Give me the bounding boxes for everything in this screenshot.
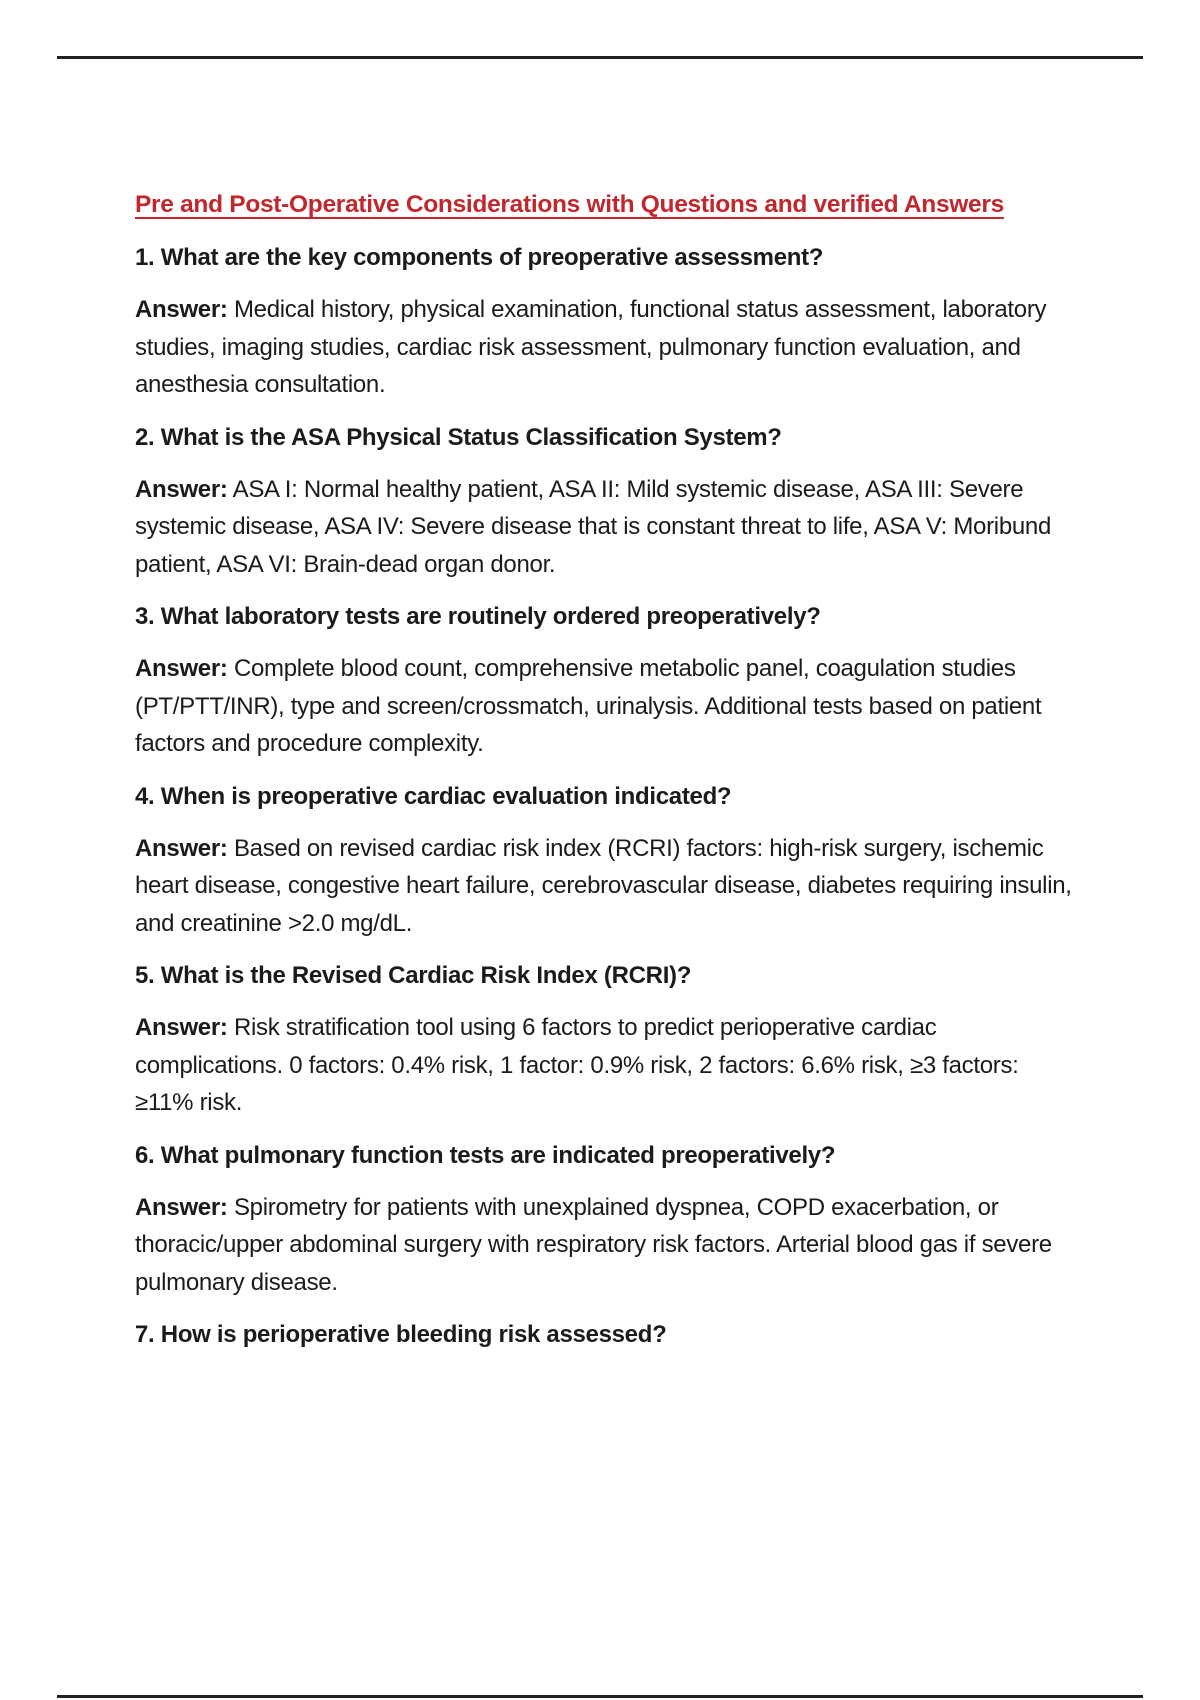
answer-paragraph: [135, 471, 1075, 584]
answer-paragraph: [135, 291, 1075, 404]
answer-text: Based on revised cardiac risk index (RCRI) factors: high-risk surgery, ischemic heart disease, congestive heart failure, cerebrovascular disease, diabetes requiring insulin, and creatinine >2.0 mg/dL.: [135, 834, 1072, 937]
answer-paragraph: [135, 1009, 1075, 1122]
question-heading: 1. What are the key components of preoperative assessment?: [135, 244, 824, 271]
qa-item: [135, 1137, 1075, 1302]
answer-paragraph: [135, 650, 1075, 763]
qa-item: [135, 1316, 1075, 1353]
qa-item: [135, 598, 1075, 763]
answer-label: Answer:: [135, 655, 228, 682]
answer-text: ASA I: Normal healthy patient, ASA II: Mild systemic disease, ASA III: Severe systemic disease, ASA IV: Severe disease that is constant threat to life, ASA V: Moribund patient, ASA VI: Brain-dead organ donor.: [135, 475, 1052, 578]
answer-text: Medical history, physical examination, functional status assessment, laboratory studies, imaging studies, cardiac risk assessment, pulmonary function evaluation, and anesthesia consultation.: [135, 296, 1047, 398]
answer-text: Risk stratification tool using 6 factors to predict perioperative cardiac complications. 0 factors: 0.4% risk, 1 factor: 0.9% risk, 2 factors: 6.6% risk, ≥3 factors: ≥11% risk.: [135, 1014, 1019, 1116]
answer-paragraph: [135, 830, 1075, 943]
qa-item: [135, 239, 1075, 404]
document-title: Pre and Post-Operative Considerations with Questions and verified Answers: [135, 191, 1004, 218]
question-heading: 6. What pulmonary function tests are indicated preoperatively?: [135, 1141, 836, 1169]
answer-label: Answer:: [135, 834, 228, 862]
qa-list: [135, 239, 1075, 1353]
bottom-border-rule: [57, 1695, 1143, 1698]
answer-label: Answer:: [135, 296, 228, 323]
qa-item: [135, 419, 1075, 584]
answer-paragraph: [135, 1189, 1075, 1302]
answer-label: Answer:: [135, 1014, 228, 1041]
answer-text: Spirometry for patients with unexplained dyspnea, COPD exacerbation, or thoracic/upper abdominal surgery with respiratory risk factors. Arterial blood gas if severe pulmonary disease.: [135, 1193, 1052, 1296]
question-heading: 3. What laboratory tests are routinely ordered preoperatively?: [135, 603, 821, 630]
question-heading: 2. What is the ASA Physical Status Classification System?: [135, 423, 782, 451]
question-heading: 5. What is the Revised Cardiac Risk Index (RCRI)?: [135, 962, 692, 989]
question-heading: 7. How is perioperative bleeding risk assessed?: [135, 1321, 667, 1348]
question-heading: 4. When is preoperative cardiac evaluation indicated?: [135, 782, 732, 810]
answer-label: Answer:: [135, 475, 228, 503]
answer-text: Complete blood count, comprehensive metabolic panel, coagulation studies (PT/PTT/INR), type and screen/crossmatch, urinalysis. Additional tests based on patient factors and procedure complexity.: [135, 655, 1042, 757]
document-content: [135, 186, 1075, 1368]
top-border-rule: [57, 56, 1143, 59]
answer-label: Answer:: [135, 1193, 228, 1221]
qa-item: [135, 957, 1075, 1122]
qa-item: [135, 778, 1075, 943]
